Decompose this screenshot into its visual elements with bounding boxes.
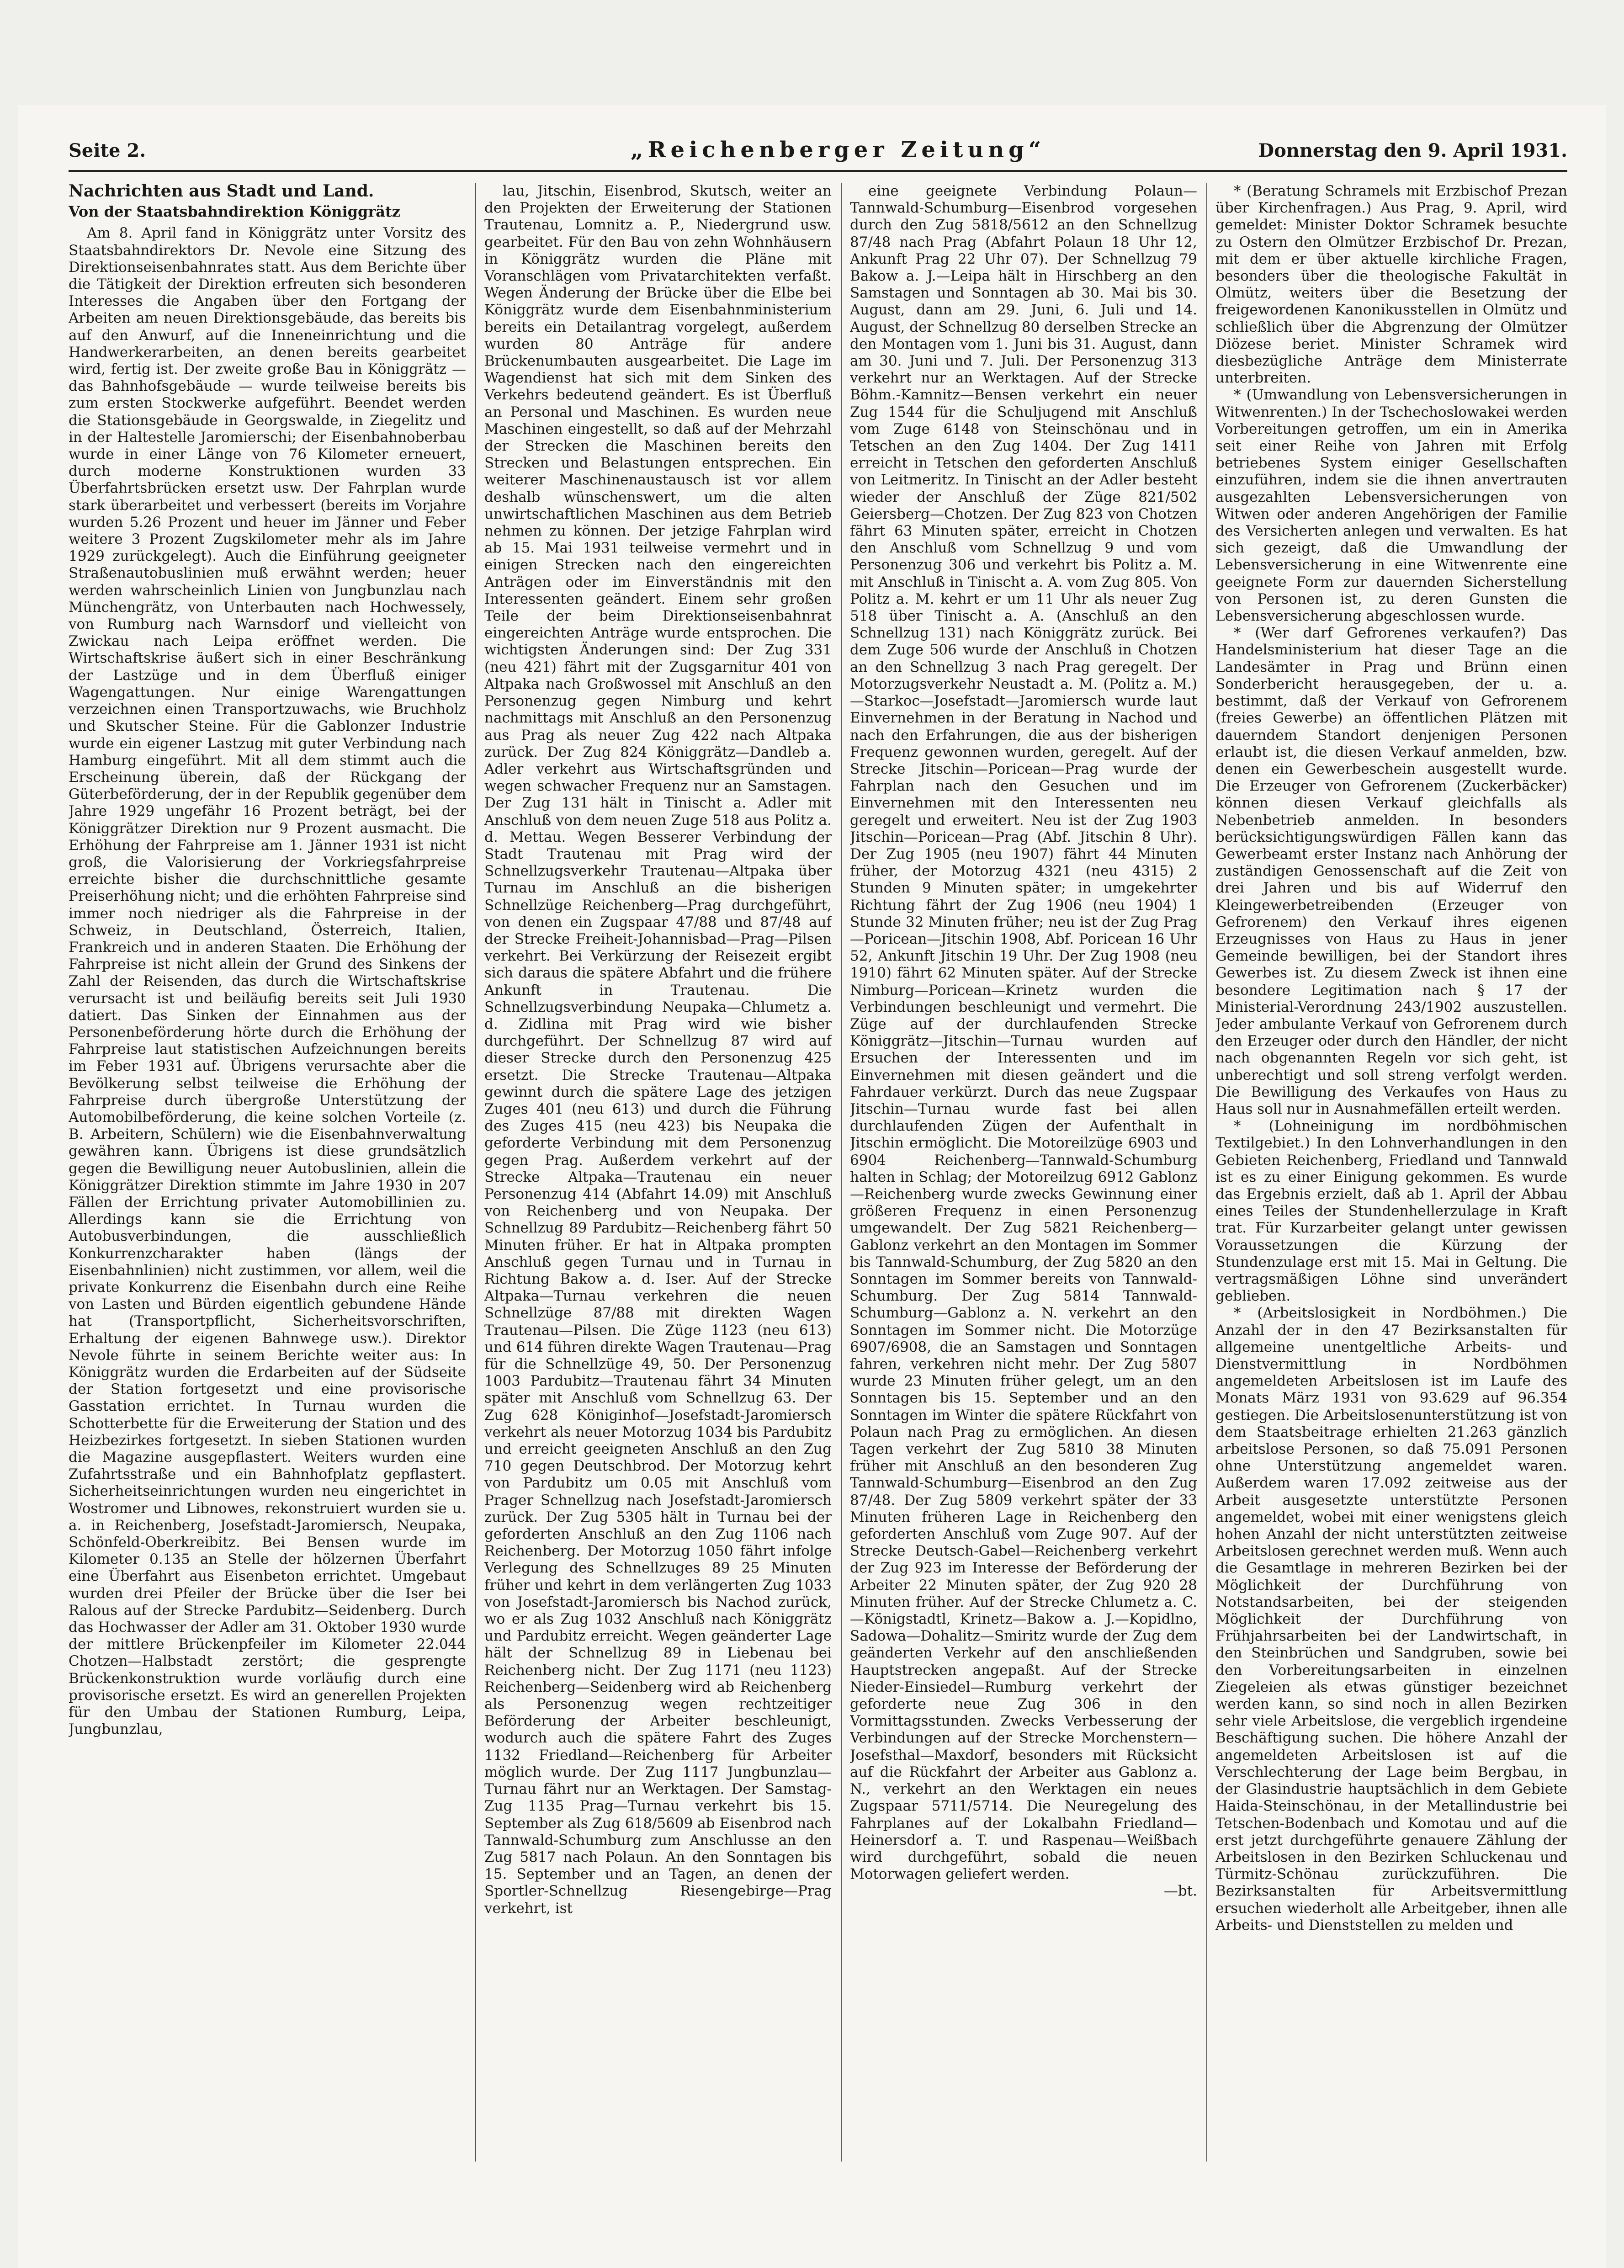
column-2 [484,183,832,2162]
article-signature: —bt. [1163,1883,1197,1900]
page-header [69,137,1567,169]
header-rule [69,170,1567,172]
issue-date: Donnerstag den 9. April 1931. [1258,140,1567,161]
article-text-railway: Am 8. April fand in Königgrätz unter Vorsitz des Staatsbahndirektors Dr. Nevole eine Sitzung des Direktionseisenbahnrates statt. Aus dem Berichte über die Tätigkeit der Direktion erfreuten sich besonderen Interesses die Angaben über den Fortgang der Arbeiten am neuen Direktionsgebäude, das bereits bis auf den Anwurf, auf die Inneneinrichtung und die Handwerkerarbeiten, an denen bereits gearbeitet wird, fertig ist. Der zweite große Bau in Königgrätz — das Bahnhofsgebäude — wurde teilweise bereits bis zum ersten Stockwerke aufgeführt. Beendet werden die Stationsgebäude in Georgswalde, in Ziegelitz und in der Haltestelle Jaromierschi; der Eisenbahnoberbau wurde in einer Länge von 76 Kilometer erneuert, durch moderne Konstruktionen wurden 33 Überfahrtsbrücken ersetzt usw. Der Fahrplan wurde stark überarbeitet und verbessert (bereits im Vorjahre wurden 5.26 Prozent und heuer im Jänner und Feber weitere 3 Prozent Zugskilometer mehr als im Jahre 1929 zurückgelegt). Auch die Einführung geeigneter Straßenautobuslinien muß erwähnt werden; heuer werden wahrscheinlich Linien von Jungbunzlau nach Münchengrätz, von Unterbauten nach Hochwessely, von Rumburg nach Warnsdorf und vielleicht von Zwickau nach Leipa eröffnet werden. Die Wirtschaftskrise äußert sich in einer Beschränkung der Lastzüge und in dem Überfluß einiger Wagengattungen. Nur einige Warengattungen verzeichnen einen Transportzuwachs, wie Bruchholz und Skutscher Steine. Für die Gablonzer Industrie wurde ein eigener Lastzug mit guter Verbindung nach Hamburg eingeführt. Mit all dem stimmt auch die Erscheinung überein, daß der Rückgang der Güterbeförderung, der in der Republik gegenüber dem Jahre 1929 ungefähr 16 Prozent beträgt, bei der Königgrätzer Direktion nur 9 Prozent ausmacht. Die Erhöhung der Fahrpreise am 1. Jänner 1931 ist nicht groß, die Valorisierung der Vorkriegsfahrpreise erreichte bisher die durchschnittliche gesamte Preiserhöhung nicht; und die erhöhten Fahrpreise sind immer noch niedriger als die Fahrpreise in der Schweiz, in Deutschland, Österreich, Italien, Frankreich und in anderen Staaten. Die Erhöhung der Fahrpreise ist nicht allein der Grund des Sinkens der Zahl der Reisenden, das durch die Wirtschaftskrise verursacht ist und beiläufig bereits seit Juli 1930 datiert. Das Sinken der Einnahmen aus der Personenbeförderung hörte durch die Erhöhung der Fahrpreise laut statistischen Aufzeichnungen bereits im Feber 1931 auf. Übrigens verursachte aber die Bevölkerung selbst teilweise die Erhöhung der Fahrpreise durch übergroße Unterstützung der Automobilbeförderung, die keine solchen Vorteile (z. B. Arbeitern, Schülern) wie die Eisenbahnverwaltung gewähren kann. Übrigens ist diese grundsätzlich gegen die Bewilligung neuer Autobuslinien, allein die Königgrätzer Direktion stimmte im Jahre 1930 in 207 Fällen der Errichtung privater Automobillinien zu. Allerdings kann sie die Errichtung von Autobusverbindungen, die ausschließlich Konkurrenzcharakter haben (längs der Eisenbahnlinien) nicht zustimmen, vor allem, weil die private Konkurrenz die Eisenbahn durch eine Reihe von Lasten und Bürden eigentlich gebundene Hände hat (Transportpflicht, Sicherheitsvorschriften, Erhaltung der eigenen Bahnwege usw.). Direktor Nevole führte in seinem Berichte weiter aus: In Königgrätz wurden die Erdarbeiten auf der Südseite der Station fortgesetzt und eine provisorische Gasstation errichtet. In Turnau wurden die Schotterbette für die Erweiterung der Station und des Heizbezirkes fortgesetzt. In sieben Stationen wurden die Magazine ausgepflastert. Weiters wurden eine Zufahrtsstraße und ein Bahnhofplatz gepflastert. Sicherheitseinrichtungen wurden neu eingerichtet in Wostromer und Libnowes, rekonstruiert wurden sie u. a. in Reichenberg, Josefstadt-Jaromiersch, Neupaka, Schönfeld-Oberkreibitz. Bei Bensen wurde im Kilometer 0.135 an Stelle der hölzernen Überfahrt eine Überfahrt aus Eisenbeton errichtet. Umgebaut wurden drei Pfeiler der Brücke über die Iser bei Ralous auf der Strecke Pardubitz—Seidenberg. Durch das Hochwasser der Adler am 31. Oktober 1930 wurde der mittlere Brückenpfeiler im Kilometer 22.044 Chotzen—Halbstadt zerstört; die gesprengte Brückenkonstruktion wurde vorläufig durch eine provisorische ersetzt. Es wird an generellen Projekten für den Umbau der Stationen Rumburg, Leipa, Jungbunzlau, [69,225,466,1738]
news-item: * (Arbeitslosigkeit in Nordböhmen.) Die Anzahl der in den 47 Bezirksanstalten für allgemeine unentgeltliche Arbeits- und Dienstvermittlung in Nordböhmen angemeldeten Arbeitslosen ist im Laufe des Monats März 1931 von 93.629 auf 96.354 gestiegen. Die Arbeitslosenunterstützung ist von dem Staatsbeitrage erhielten 21.263 gänzlich arbeitslose Personen, so daß 75.091 Personen ohne Unterstützung angemeldet waren. Außerdem waren 17.092 zeitweise aus der Arbeit ausgesetzte unterstützte Personen angemeldet, wobei mit einer wenigstens gleich hohen Anzahl der nicht unterstützten zeitweise Arbeitslosen gerechnet werden muß. Wenn auch die Gesamtlage in mehreren Bezirken bei der Möglichkeit der Durchführung von Notstandsarbeiten, bei der steigenden Möglichkeit der Durchführung von Frühjahrsarbeiten bei der Landwirtschaft, in den Steinbrüchen und Sandgruben, sowie bei den Vorbereitungsarbeiten in einzelnen Ziegeleien als etwas günstiger bezeichnet werden kann, so sind noch in allen Bezirken sehr viele Arbeitslose, die vergeblich irgendeine Beschäftigung suchen. Die höhere Anzahl der angemeldeten Arbeitslosen ist auf die Verschlechterung der Lage beim Bergbau, in der Glasindustrie hauptsächlich in dem Gebiete Haida-Steinschönau, in der Metallindustrie bei Tetschen-Bodenbach und Komotau und auf die erst jetzt durchgeführte genauere Zählung der Arbeitslosen in den Bezirken Schluckenau und Türmitz-Schönau zurückzuführen. Die Bezirksanstalten für Arbeitsvermittlung ersuchen wiederholt alle Arbeitgeber, ihnen alle Arbeits- und Dienststellen zu melden und [1215,1305,1567,1933]
news-item: * (Wer darf Gefrorenes verkaufen?) Das Handelsministerium hat dieser Tage an die Landesämter in Prag und Brünn einen Sonderbericht herausgegeben, der u. a. bestimmt, daß der Verkauf von Gefrorenem (freies Gewerbe) an öffentlichen Plätzen mit dauerndem Standort denjenigen Personen erlaubt ist, die diesen Verkauf anmelden, bzw. denen ein Gewerbeschein ausgestellt wurde. Die Erzeuger von Gefrorenem (Zuckerbäcker) können diesen Verkauf gleichfalls als Nebenbetrieb anmelden. In besonders berücksichtigungswürdigen Fällen kann das Gewerbeamt erster Instanz nach Anhörung der zuständigen Genossenschaft auf die Zeit von drei Jahren und bis auf Widerruf den Kleingewerbetreibenden (Erzeuger von Gefrorenem) den Verkauf ihres eigenen Erzeugnisses von Haus zu Haus in jener Gemeinde bewilligen, bei der Standort ihres Gewerbes ist. Zu diesem Zweck ist ihnen eine besondere Legitimation nach § 17 der Ministerial-Verordnung 243/1902 auszustellen. Jeder ambulante Verkauf von Gefrorenem durch den Erzeuger oder durch den Händler, der nicht nach obgenannten Regeln vor sich geht, ist unberechtigt und soll streng verfolgt werden. Die Bewilligung des Verkaufes von Haus zu Haus soll nur in Ausnahmefällen erteilt werden. [1215,625,1567,1117]
column-1 [69,183,466,2162]
newspaper-title: „Reichenberger Zeitung“ [631,137,1046,163]
article-title-railway: Von der Staatsbahndirektion Königgrätz [69,203,400,221]
column-4 [1215,183,1567,2162]
article-text-railway-cont: eine geeignete Verbindung Polaun—Tannwald-Schumburg—Eisenbrod vorgesehen durch den Zug 5818/5612 an den Schnellzug 87/48 nach Prag (Abfahrt Polaun 18 Uhr 12, Ankunft Prag 22 Uhr 07). Der Schnellzug 79 Bakow a. J.—Leipa hält in Hirschberg an den Samstagen und Sonntagen ab 30. Mai bis 30. August, dann am 29. Juni, 6. Juli und 14. August, der Schnellzug 80 derselben Strecke an den Montagen vom 1. Juni bis 31. August, dann am 30. Juni und 7. Juli. Der Personenzug 313 verkehrt nur an Werktagen. Auf der Strecke Böhm.-Kamnitz—Bensen verkehrt ein neuer Zug 1544 für die Schuljugend mit Anschluß vom Zuge 6148 von Steinschönau und in Tetschen an den Zug 1404. Der Zug 1411 erreicht in Tetschen den geforderten Anschluß von Leitmeritz. In Tinischt an der Adler besteht wieder der Anschluß der Züge 821/502 Geiersberg—Chotzen. Der Zug 823 von Chotzen fährt 63 Minuten später, erreicht in Chotzen den Anschluß vom Schnellzug 9 und vom Personenzug 306 und verkehrt bis Politz a. M. mit Anschluß in Tinischt a. A. vom Zug 805. Von Politz a. M. kehrt er um 11 Uhr als neuer Zug 518 über Tinischt a. A. (Anschluß an den Schnellzug 131) nach Königgrätz zurück. Bei dem Zuge 506 wurde der Anschluß in Chotzen an den Schnellzug 3 nach Prag geregelt. Der Motorzugsverkehr Neustadt a. M. (Politz a. M.)—Starkoc—Josefstadt—Jaromiersch wurde laut Einvernehmen in der Beratung in Nachod und nach den Erfahrungen, die aus der bisherigen Frequenz gewonnen wurden, geregelt. Auf der Strecke Jitschin—Poricean—Prag wurde der Fahrplan nach den Gesuchen und im Einvernehmen mit den Interessenten neu geregelt und erweitert. Neu ist der Zug 1903 Jitschin—Poricean—Prag (Abf. Jitschin 8 Uhr). Der Zug 1905 (neu 1907) fährt 44 Minuten früher, der Motorzug 4321 (neu 4315) 2 Stunden 9 Minuten später; in umgekehrter Richtung fährt der Zug 1906 (neu 1904) 1 Stunde 32 Minuten früher; neu ist der Zug Prag—Poricean—Jitschin 1908, Abf. Poricean 16 Uhr 52, Ankunft Jitschin 19 Uhr. Der Zug 1908 (neu 1910) fährt 62 Minuten später. Auf der Strecke Nimburg—Poricean—Krinetz wurden die Verbindungen beschleunigt und vermehrt. Die Züge auf der durchlaufenden Strecke Königgrätz—Jitschin—Turnau wurden auf Ersuchen der Interessenten und im Einvernehmen mit diesen geändert und die Fahrdauer verkürzt. Durch das neue Zugspaar Jitschin—Turnau wurde fast bei allen durchlaufenden Zügen der Aufenthalt in Jitschin ermöglicht. Die Motoreilzüge 6903 und 6904 Reichenberg—Tannwald-Schumburg halten in Schlag; der Motoreilzug 6912 Gablonz—Reichenberg wurde zwecks Gewinnung einer größeren Frequenz in einen Personenzug umgewandelt. Der Zug 5821 Reichenberg—Gablonz verkehrt an den Montagen im Sommer bis Tannwald-Schumburg, der Zug 5820 an den Sonntagen im Sommer bereits von Tannwald-Schumburg. Der Zug 5814 Tannwald-Schumburg—Gablonz a. N. verkehrt an den Sonntagen im Sommer nicht. Die Motorzüge 6907/6908, die an Samstagen und Sonntagen fahren, verkehren nicht mehr. Der Zug 5807 wurde 23 Minuten früher gelegt, um an den Sonntagen bis 15. September und an den Sonntagen im Winter die spätere Rückfahrt von Polaun nach Prag zu ermöglichen. An diesen Tagen verkehrt der Zug 5810 38 Minuten früher mit Anschluß an den besonderen Zug Tannwald-Schumburg—Eisenbrod an den Zug 87/48. Der Zug 5809 verkehrt später der 33 Minuten früheren Lage in Reichenberg den geforderten Anschluß vom Zuge 907. Auf der Strecke Deutsch-Gabel—Reichenberg verkehrt der Zug 923 im Interesse der Beförderung der Arbeiter 22 Minuten später, der Zug 920 28 Minuten früher. Auf der Strecke Chlumetz a. C.—Königstadtl, Krinetz—Bakow a. J.—Kopidlno, Sadowa—Dohalitz—Smiritz wurde der Zug dem geänderten Verkehr auf den anschließenden Hauptstrecken angepaßt. Auf der Strecke Nieder-Einsiedel—Rumburg verkehrt der geforderte neue Zug 306 in den Vormittagsstunden. Zwecks Verbesserung der Verbindungen auf der Strecke Morchenstern—Josefsthal—Maxdorf, besonders mit Rücksicht auf die Rückfahrt der Arbeiter aus Gablonz a. N., verkehrt an den Werktagen ein neues Zugspaar 5711/5714. Die Neuregelung des Fahrplanes auf der Lokalbahn Friedland—Heinersdorf a. T. und Raspenau—Weißbach wird durchgeführt, sobald die neuen Motorwagen geliefert werden. [850,183,1197,1883]
news-item: * (Lohneinigung im nordböhmischen Textilgebiet.) In den Lohnverhandlungen in den Gebieten Reichenberg, Friedland und Tannwald ist es zu einer Einigung gekommen. Es wurde das Ergebnis erzielt, daß ab 1. April der Abbau eines Teiles der Stundenhellerzulage in Kraft trat. Für Kurzarbeiter gelangt unter gewissen Voraussetzungen die Kürzung der Stundenzulage erst mit 15. Mai in Geltung. Die vertragsmäßigen Löhne sind unverändert geblieben. [1215,1118,1567,1305]
article-text-railway-cont: lau, Jitschin, Eisenbrod, Skutsch, weiter an den Projekten der Erweiterung der Stationen Trautenau, Lomnitz a. P., Niedergrund usw. gearbeitet. Für den Bau von zehn Wohnhäusern in Königgrätz wurden die Pläne mit Voranschlägen vom Privatarchitekten verfaßt. Wegen Änderung der Brücke über die Elbe bei Königgrätz wurde dem Eisenbahnministerium bereits ein Detailantrag vorgelegt, außerdem wurden 80 Anträge für andere Brückenumbauten ausgearbeitet. Die Lage im Wagendienst hat sich mit dem Sinken des Verkehrs bedeutend geändert. Es ist Überfluß an Personal und Maschinen. Es wurden neue Maschinen eingestellt, so daß auf der Mehrzahl der Strecken die Maschinen bereits den Strecken und Belastungen entsprechen. Ein weiterer Maschinenaustausch ist vor allem deshalb wünschenswert, um die alten unwirtschaftlichen Maschinen aus dem Betrieb nehmen zu können. Der jetzige Fahrplan wird ab 15. Mai 1931 teilweise vermehrt und in einigen Strecken nach den eingereichten Anträgen oder im Einverständnis mit den Interessenten geändert. Einem sehr großen Teile der beim Direktionseisenbahnrat eingereichten Anträge wurde entsprochen. Die wichtigsten Änderungen sind: Der Zug 331 (neu 421) fährt mit der Zugsgarnitur 401 von Altpaka nach Großwossel mit Anschluß an den Personenzug gegen Nimburg und kehrt nachmittags mit Anschluß an den Personenzug aus Prag als neuer Zug 422 nach Altpaka zurück. Der Zug 824 Königgrätz—Dandleb a. Adler verkehrt aus Wirtschaftsgründen und wegen schwacher Frequenz nur an Samstagen. Der Zug 131 hält in Tinischt a. Adler mit Anschluß von dem neuen Zuge 518 aus Politz a. d. Mettau. Wegen Besserer Verbindung der Stadt Trautenau mit Prag wird der Schnellzugsverkehr Trautenau—Altpaka über Turnau im Anschluß an die bisherigen Schnellzüge Reichenberg—Prag durchgeführt, von denen ein Zugspaar 47/88 und 87/48 auf der Strecke Freiheit-Johannisbad—Prag—Pilsen verkehrt. Bei Verkürzung der Reisezeit ergibt sich daraus die spätere Abfahrt und die frühere Ankunft in Trautenau. Die Schnellzugsverbindung Neupaka—Chlumetz a. d. Zidlina mit Prag wird wie bisher durchgeführt. Der Schnellzug 87 wird auf dieser Strecke durch den Personenzug 425 ersetzt. Die Strecke Trautenau—Altpaka gewinnt durch die spätere Lage des jetzigen Zuges 401 (neu 613) und durch die Führung des Zuges 415 (neu 423) bis Neupaka die geforderte Verbindung mit dem Personenzug gegen Prag. Außerdem verkehrt auf der Strecke Altpaka—Trautenau ein neuer Personenzug 414 (Abfahrt 14.09) mit Anschluß von Reichenberg und von Neupaka. Der Schnellzug 89 Pardubitz—Reichenberg fährt 50 Minuten früher. Er hat in Altpaka prompten Anschluß gegen Turnau und in Turnau in Richtung Bakow a. d. Iser. Auf der Strecke Altpaka—Turnau verkehren die neuen Schnellzüge 87/88 mit direkten Wagen Trautenau—Pilsen. Die Züge 1123 (neu 613) und 614 führen direkte Wagen Trautenau—Prag für die Schnellzüge 49, 50. Der Personenzug 1003 Pardubitz—Trautenau fährt 34 Minuten später mit Anschluß vom Schnellzug 63. Der Zug 628 Königinhof—Josefstadt-Jaromiersch verkehrt als neuer Motorzug 1034 bis Pardubitz und erreicht geeigneten Anschluß an den Zug 710 gegen Deutschbrod. Der Motorzug kehrt von Pardubitz um 0.05 mit Anschluß vom Prager Schnellzug nach Josefstadt-Jaromiersch zurück. Der Zug 5305 hält in Turnau bei der geforderten Anschluß an den Zug 1106 nach Reichenberg. Der Motorzug 1050 fährt infolge Verlegung des Schnellzuges 89 25 Minuten früher und kehrt in dem verlängerten Zug 1033 von Josefstadt-Jaromiersch bis Nachod zurück, wo er als Zug 1032 Anschluß nach Königgrätz und Pardubitz erreicht. Wegen geänderter Lage hält der Schnellzug 89 in Liebenau bei Reichenberg nicht. Der Zug 1171 (neu 1123) Reichenberg—Seidenberg wird ab Reichenberg als Personenzug wegen rechtzeitiger Beförderung der Arbeiter beschleunigt, wodurch auch die spätere Fahrt des Zuges 1132 Friedland—Reichenberg für Arbeiter möglich wurde. Der Zug 1117 Jungbunzlau—Turnau fährt nur an Werktagen. Der Samstag-Zug 1135 Prag—Turnau verkehrt bis 15. September als Zug 618/5609 ab Eisenbrod nach Tannwald-Schumburg zum Anschlusse an den Zug 5817 nach Polaun. An den Sonntagen bis 15. September und an Tagen, an denen der Sportler-Schnellzug Riesengebirge—Prag verkehrt, ist [484,183,832,1917]
column-divider [475,183,476,2162]
column-divider [1206,183,1207,2162]
column-divider [841,183,842,2162]
news-item: * (Umwandlung von Lebensversicherungen in Witwenrenten.) In der Tschechoslowakei werden Vorbereitungen getroffen, um ein in Amerika seit einer Reihe von Jahren mit Erfolg betriebenes System einiger Gesellschaften einzuführen, indem sie die ihnen anvertrauten ausgezahlten Lebensversicherungen von Witwen oder anderen Angehörigen der Familie des Versicherten anlegen und verwalten. Es hat sich gezeigt, daß die Umwandlung der Lebensversicherung in eine Witwenrente eine geeignete Form zur dauernden Sicherstellung von Personen ist, zu deren Gunsten die Lebensversicherung abgeschlossen wurde. [1215,387,1567,625]
news-item: * (Beratung Schramels mit Erzbischof Prezan über Kirchenfragen.) Aus Prag, 9. April, wird gemeldet: Minister Doktor Schramek besuchte zu Ostern den Olmützer Erzbischof Dr. Prezan, mit dem er über aktuelle kirchliche Fragen, besonders über die theologische Fakultät in Olmütz, weiters über die Besetzung der freigewordenen Kanonikusstellen in Olmütz und schließlich über die Abgrenzung der Olmützer Diözese beriet. Minister Schramek wird diesbezügliche Anträge dem Ministerrate unterbreiten. [1215,183,1567,387]
page-number: Seite 2. [69,140,146,161]
section-title: Nachrichten aus Stadt und Land. [69,183,374,201]
column-3 [850,183,1197,2162]
